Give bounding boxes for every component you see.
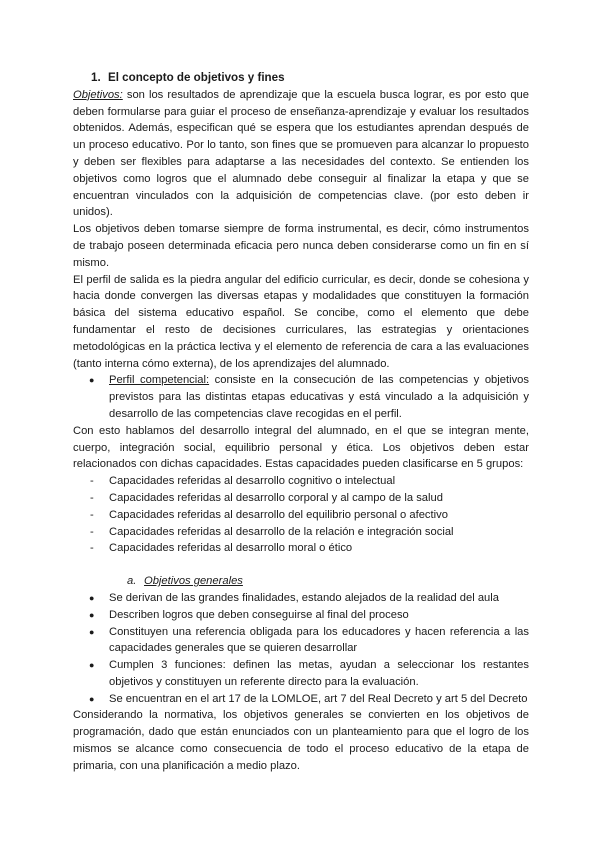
list-item: - Capacidades referidas al desarrollo cognitivo o intelectual [73, 473, 529, 490]
objetivos-term: Objetivos: [73, 88, 123, 101]
list-item: ● Describen logros que deben conseguirse al final del proceso [73, 607, 529, 624]
subsection-letter: a. [127, 575, 137, 588]
section-number: 1. [91, 71, 101, 84]
list-item: - Capacidades referidas al desarrollo de la relación e integración social [73, 524, 529, 541]
list-item: ● Se encuentran en el art 17 de la LOMLOE, art 7 del Real Decreto y art 5 del Decreto [73, 691, 529, 708]
list-item: - Capacidades referidas al desarrollo del equilibrio personal o afectivo [73, 507, 529, 524]
desarrollo-paragraph: Con esto hablamos del desarrollo integral del alumnado, en el que se integran mente, cuerpo, integración social, equilibrio personal y ética. Los objetivos deben estar relacionados con dichas capacidades. Estas capacidades pueden clasificarse en 5 grupos: [73, 424, 529, 471]
perfil-list [73, 372, 529, 422]
list-item: - Capacidades referidas al desarrollo moral o ético [73, 540, 529, 557]
list-item [73, 372, 529, 422]
perfil-paragraph: El perfil de salida es la piedra angular del edificio curricular, es decir, donde se cohesiona y hacia donde convergen las diversas etapas y modalidades que constituyen la formación básica del sistema educativo español. Se concibe, como el elemento que debe fundamentar el resto de decisiones curriculares, las estrategias y orientaciones metodológicas en la práctica lectiva y el elemento de referencia de cara a las evaluaciones (tanto interna cómo externa), de los aprendizajes del alumnado. [73, 273, 529, 370]
list-item: - Capacidades referidas al desarrollo corporal y al campo de la salud [73, 490, 529, 507]
section-heading [91, 70, 529, 87]
perfil-text: consiste en la consecución de las competencias y objetivos previstos para las distintas etapas educativas y está vinculado a la adquisición y desarrollo de las competencias clave recogidas en el perfil. [109, 374, 529, 420]
instrumental-paragraph: Los objetivos deben tomarse siempre de forma instrumental, es decir, cómo instrumentos de trabajo poseen determinada eficacia pero nunca deben considerarse como un fin en sí mismo. [73, 223, 529, 269]
final-paragraph: Considerando la normativa, los objetivos generales se convierten en los objetivos de programación, dado que están enunciados con un planteamiento para que el logro de los mismos se alcance como consecuencia de todo el proceso educativo de la etapa de primaria, con una planificación a medio plazo. [73, 709, 529, 772]
list-item: ● Constituyen una referencia obligada para los educadores y hacen referencia a las capacidades generales que se quieren desarrollar [73, 624, 529, 658]
list-item: ● Cumplen 3 funciones: definen las metas, ayudan a seleccionar los restantes objetivos y constituyen un referente directo para la evaluación. [73, 657, 529, 691]
list-item: ● Se derivan de las grandes finalidades, estando alejados de la realidad del aula [73, 590, 529, 607]
document-page [73, 70, 529, 775]
perfil-term: Perfil competencial: [109, 374, 210, 387]
subsection-heading [73, 573, 529, 590]
subsection-title: Objetivos generales [144, 575, 243, 588]
section-title: El concepto de objetivos y fines [108, 71, 285, 84]
capacidades-list [73, 473, 529, 557]
generales-list [73, 590, 529, 708]
intro-paragraph [73, 87, 529, 221]
intro-text: son los resultados de aprendizaje que la escuela busca lograr, es por esto que deben formularse para guiar el proceso de enseñanza-aprendizaje y evaluar los resultados obtenidos. Además, especifican qué se espera que los estudiantes aprendan después de un proceso educativo. Por lo tanto, son fines que se promueven para alcanzar lo propuesto y deben ser flexibles para adaptarse a las necesidades del contexto. Se entienden los objetivos como logros que el alumnado debe conseguir al finalizar la etapa y que se encuentran vinculados con la adquisición de competencias clave. (por esto deben ir unidos). [73, 88, 529, 219]
